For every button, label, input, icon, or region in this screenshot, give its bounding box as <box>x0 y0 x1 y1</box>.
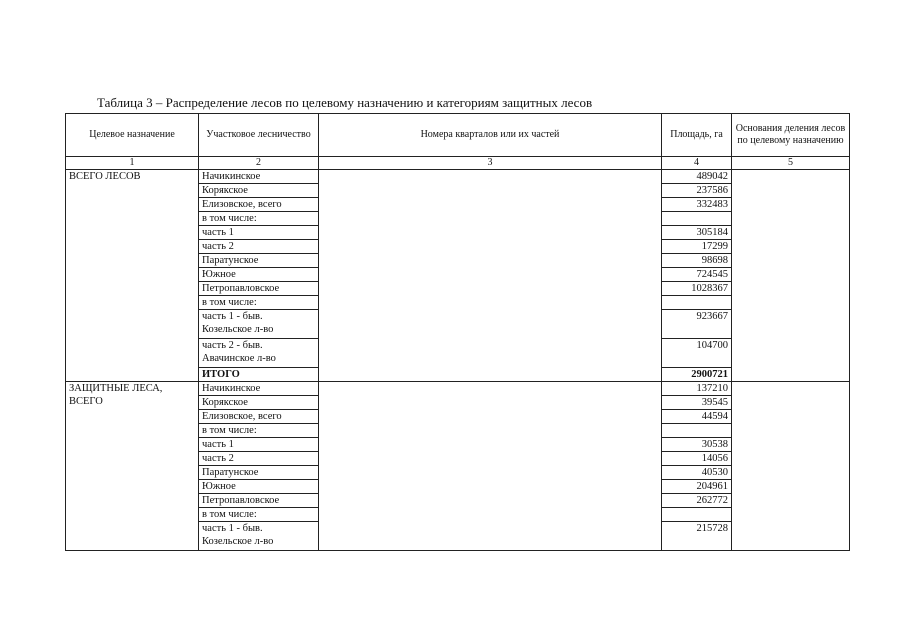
area-cell: 14056 <box>662 452 732 466</box>
area-cell: 305184 <box>662 226 732 240</box>
area-cell <box>662 212 732 226</box>
table-row <box>66 382 850 396</box>
district-cell: Начикинское <box>199 170 319 184</box>
purpose-cell: ЗАЩИТНЫЕ ЛЕСА, ВСЕГО <box>66 382 199 551</box>
district-cell: в том числе: <box>199 424 319 438</box>
district-cell: часть 1 <box>199 438 319 452</box>
area-cell: 237586 <box>662 184 732 198</box>
header-quarters: Номера кварталов или их частей <box>319 114 662 157</box>
area-cell: 332483 <box>662 198 732 212</box>
area-cell: 204961 <box>662 480 732 494</box>
header-basis: Основания деления лесов по целевому назначению <box>732 114 850 157</box>
header-district: Участковое лесничество <box>199 114 319 157</box>
column-number: 5 <box>732 157 850 170</box>
column-number: 1 <box>66 157 199 170</box>
district-cell: Петропавловское <box>199 282 319 296</box>
area-cell <box>662 296 732 310</box>
quarters-cell <box>319 170 662 382</box>
area-cell: 2900721 <box>662 368 732 382</box>
district-cell: ИТОГО <box>199 368 319 382</box>
district-cell: часть 1 - быв. Козельское л-во <box>199 522 319 551</box>
district-cell: Южное <box>199 268 319 282</box>
area-cell: 215728 <box>662 522 732 551</box>
area-cell <box>662 424 732 438</box>
area-cell: 262772 <box>662 494 732 508</box>
area-cell: 17299 <box>662 240 732 254</box>
district-cell: часть 1 <box>199 226 319 240</box>
purpose-cell: ВСЕГО ЛЕСОВ <box>66 170 199 382</box>
area-cell: 1028367 <box>662 282 732 296</box>
district-cell: часть 1 - быв. Козельское л-во <box>199 310 319 339</box>
district-cell: Петропавловское <box>199 494 319 508</box>
area-cell: 724545 <box>662 268 732 282</box>
district-cell: Начикинское <box>199 382 319 396</box>
district-cell: Елизовское, всего <box>199 198 319 212</box>
table-row <box>66 170 850 184</box>
column-number: 4 <box>662 157 732 170</box>
area-cell: 98698 <box>662 254 732 268</box>
forest-distribution-table <box>65 113 850 551</box>
area-cell <box>662 508 732 522</box>
area-cell: 40530 <box>662 466 732 480</box>
area-cell: 923667 <box>662 310 732 339</box>
district-cell: часть 2 <box>199 240 319 254</box>
district-cell: Корякское <box>199 184 319 198</box>
column-number: 2 <box>199 157 319 170</box>
district-cell: в том числе: <box>199 508 319 522</box>
district-cell: Южное <box>199 480 319 494</box>
district-cell: Паратунское <box>199 254 319 268</box>
area-cell: 30538 <box>662 438 732 452</box>
area-cell: 489042 <box>662 170 732 184</box>
area-cell: 39545 <box>662 396 732 410</box>
table-caption: Таблица 3 – Распределение лесов по целевому назначению и категориям защитных лесов <box>97 95 593 110</box>
district-cell: часть 2 <box>199 452 319 466</box>
header-area: Площадь, га <box>662 114 732 157</box>
quarters-cell <box>319 382 662 551</box>
district-cell: в том числе: <box>199 212 319 226</box>
district-cell: Корякское <box>199 396 319 410</box>
district-cell: часть 2 - быв. Авачинское л-во <box>199 339 319 368</box>
district-cell: в том числе: <box>199 296 319 310</box>
area-cell: 104700 <box>662 339 732 368</box>
basis-cell <box>732 382 850 551</box>
header-purpose: Целевое назначение <box>66 114 199 157</box>
basis-cell <box>732 170 850 382</box>
district-cell: Паратунское <box>199 466 319 480</box>
area-cell: 137210 <box>662 382 732 396</box>
column-number: 3 <box>319 157 662 170</box>
district-cell: Елизовское, всего <box>199 410 319 424</box>
area-cell: 44594 <box>662 410 732 424</box>
